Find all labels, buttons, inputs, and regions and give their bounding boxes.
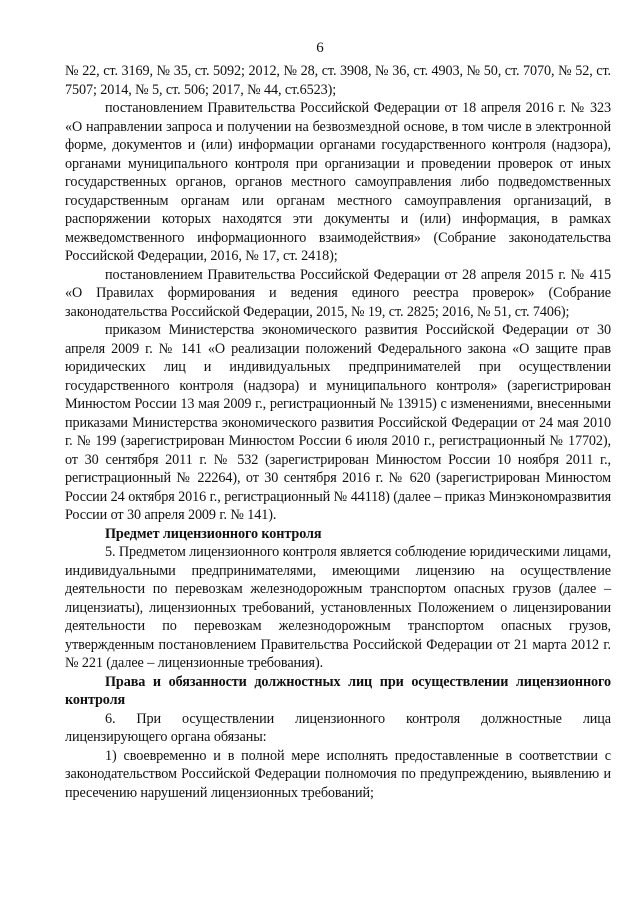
page-number: 6 — [316, 40, 324, 56]
paragraph-item-6-1: 1) своевременно и в полной мере исполнять предоставленные в соответствии с законодательством Российской Федерации полномочия по предупреждению, выявлению и пресечению нарушений лицензионных требований; — [65, 747, 611, 801]
paragraph-order-141: приказом Министерства экономического развития Российской Федерации от 30 апреля 2009 г. № 141 «О реализации положений Федерального закона «О защите прав юридических лиц и индивидуальных предпринимателей при осуществлении государственного контроля (надзора) и муниципального контроля» (зарегистрирован Минюстом России 13 мая 2009 г., регистрационный № 13915) с изменениями, внесенными приказами Министерства экономического развития Российской Федерации от 24 мая 2010 г. № 199 (зарегистрирован Минюстом России 6 июля 2010 г., регистрационный № 17702), от 30 сентября 2011 г. № 532 (зарегистрирован Минюстом России 10 ноября 2011 г., регистрационный № 22264), от 30 сентября 2016 г. № 620 (зарегистрирован Минюстом России 24 октября 2016 г., регистрационный № 44118) (далее – приказ Минэкономразвития России от 30 апреля 2009 г. № 141). — [65, 322, 611, 523]
paragraph-item-5: 5. Предметом лицензионного контроля является соблюдение юридическими лицами, индивидуальными предпринимателями, имеющими лицензию на осуществление деятельности по перевозкам железнодорожным транспортом опасных грузов (далее – лицензиаты), лицензионных требований, установленных Положением о лицензировании деятельности по перевозкам железнодорожным транспортом опасных грузов, утвержденным постановлением Правительства Российской Федерации от 21 марта 2012 г. № 221 (далее – лицензионные требования). — [65, 544, 612, 671]
paragraph-continuation: № 22, ст. 3169, № 35, ст. 5092; 2012, № 28, ст. 3908, № 36, ст. 4903, № 50, ст. 7070, № 52, ст. 7507; 2014, № 5, ст. 506; 2017, № 44, ст.6523); — [65, 63, 611, 98]
document-body — [65, 62, 611, 802]
paragraph-resolution-415: постановлением Правительства Российской Федерации от 28 апреля 2015 г. № 415 «О Правилах формирования и ведения единого реестра проверок» (Собрание законодательства Российской Федерации, 2015, № 19, ст. 2825; 2016, № 51, ст. 7406); — [65, 266, 611, 320]
section-heading-subject: Предмет лицензионного контроля — [105, 525, 322, 542]
paragraph-resolution-323: постановлением Правительства Российской Федерации от 18 апреля 2016 г. № 323 «О направлении запроса и получении на безвозмездной основе, в том числе в электронной форме, документов и (или) информации органами государственного контроля (надзора), органами муниципального контроля при организации и проведении проверок от иных государственных органов, органов местного самоуправления либо подведомственных государственным органам или органам местного самоуправления организаций, в распоряжении которых находятся эти документы и (или) информация, в рамках межведомственного информационного взаимодействия» (Собрание законодательства Российской Федерации, 2016, № 17, ст. 2418); — [65, 100, 611, 264]
section-heading-rights: Права и обязанности должностных лиц при осуществлении лицензионного контроля — [65, 673, 611, 708]
paragraph-item-6: 6. При осуществлении лицензионного контроля должностные лица лицензирующего органа обязаны: — [65, 710, 611, 745]
